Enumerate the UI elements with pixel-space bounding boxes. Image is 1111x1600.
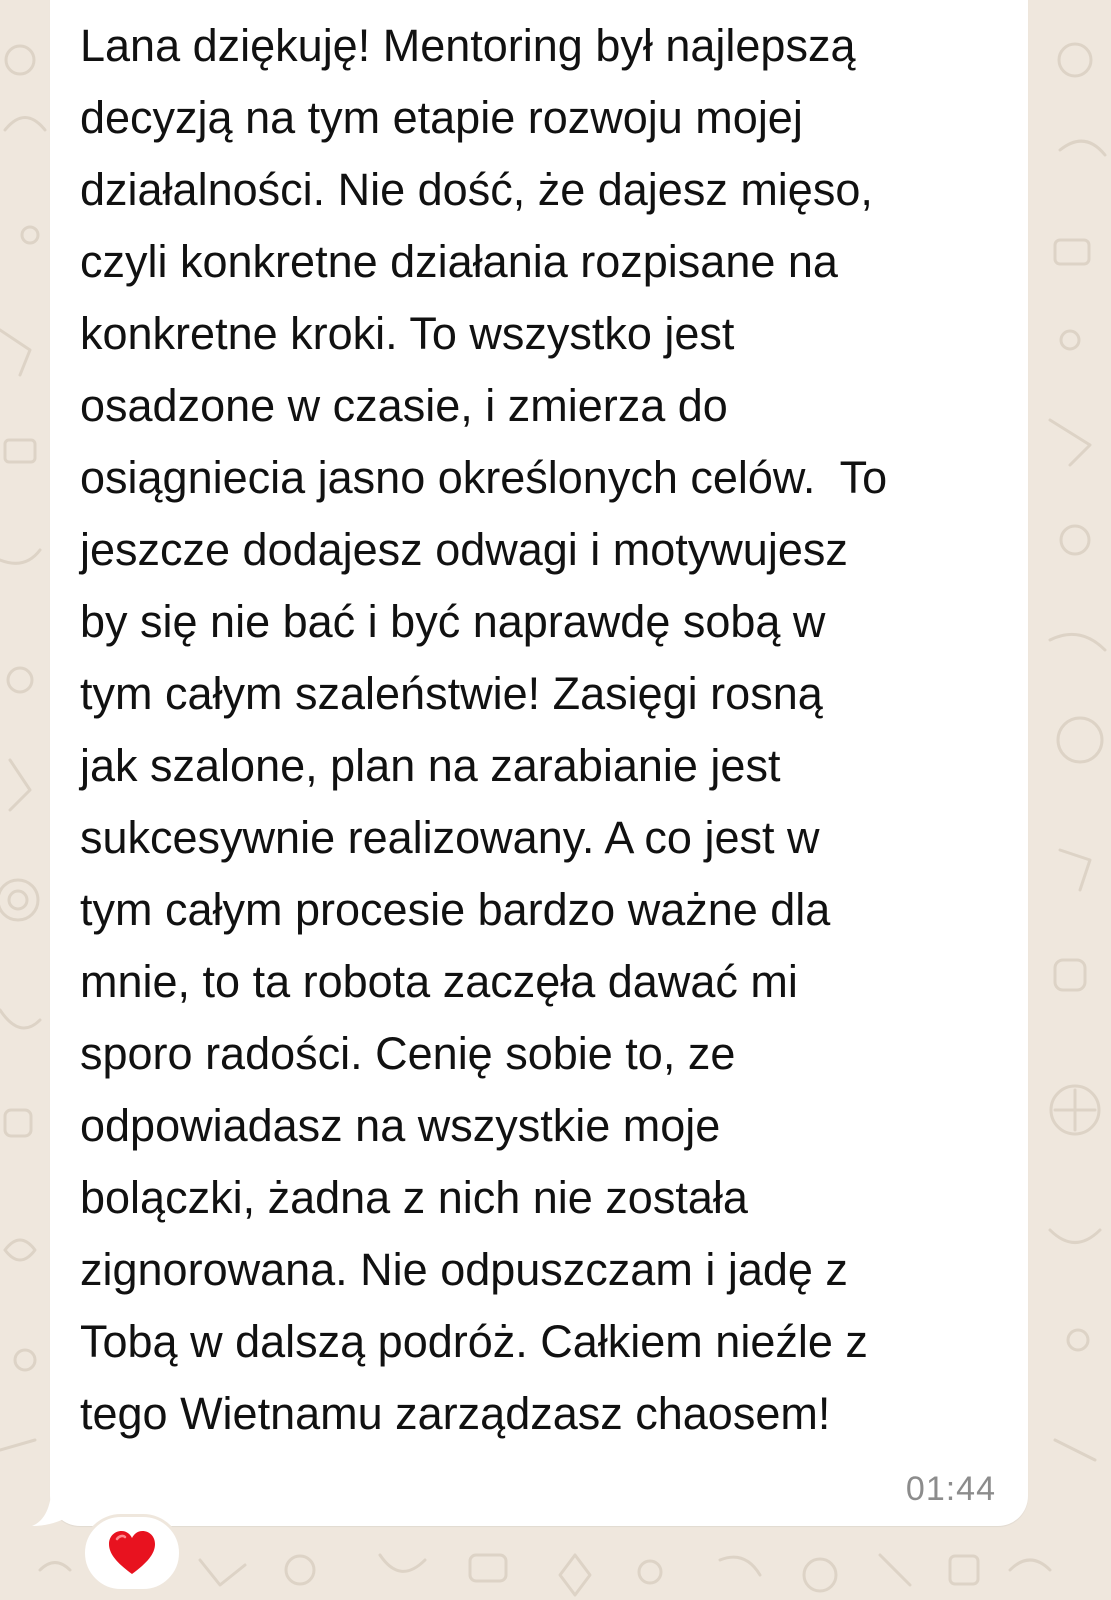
reaction-badge[interactable]: [82, 1514, 182, 1592]
message-line: zignorowana. Nie odpuszczam i jadę z: [80, 1244, 848, 1295]
message-line: jeszcze dodajesz odwagi i motywujesz: [80, 524, 848, 575]
message-line: sukcesywnie realizowany. A co jest w: [80, 812, 820, 863]
bubble-tail: [28, 1480, 88, 1530]
message-line: jak szalone, plan na zarabianie jest: [80, 740, 781, 791]
message-line: czyli konkretne działania rozpisane na: [80, 236, 838, 287]
message-line: tym całym szaleństwie! Zasięgi rosną: [80, 668, 823, 719]
message-line: tego Wietnamu zarządzasz chaosem!: [80, 1388, 831, 1439]
message-line: konkretne kroki. To wszystko jest: [80, 308, 735, 359]
message-line: bolączki, żadna z nich nie została: [80, 1172, 748, 1223]
message-text: [80, 10, 1010, 1450]
message-line: sporo radości. Cenię sobie to, ze: [80, 1028, 736, 1079]
message-line: odpowiadasz na wszystkie moje: [80, 1100, 721, 1151]
message-line: Lana dziękuję! Mentoring był najlepszą: [80, 20, 856, 71]
message-line: osiągniecia jasno określonych celów. To: [80, 452, 888, 503]
message-line: Tobą w dalszą podróż. Całkiem nieźle z: [80, 1316, 868, 1367]
message-line: tym całym procesie bardzo ważne dla: [80, 884, 831, 935]
message-line: mnie, to ta robota zaczęła dawać mi: [80, 956, 798, 1007]
message-line: by się nie bać i być naprawdę sobą w: [80, 596, 826, 647]
message-timestamp: 01:44: [905, 1470, 996, 1508]
message-line: decyzją na tym etapie rozwoju mojej: [80, 92, 803, 143]
message-line: działalności. Nie dość, że dajesz mięso,: [80, 164, 873, 215]
message-line: osadzone w czasie, i zmierza do: [80, 380, 728, 431]
red-heart-icon: [107, 1530, 157, 1576]
